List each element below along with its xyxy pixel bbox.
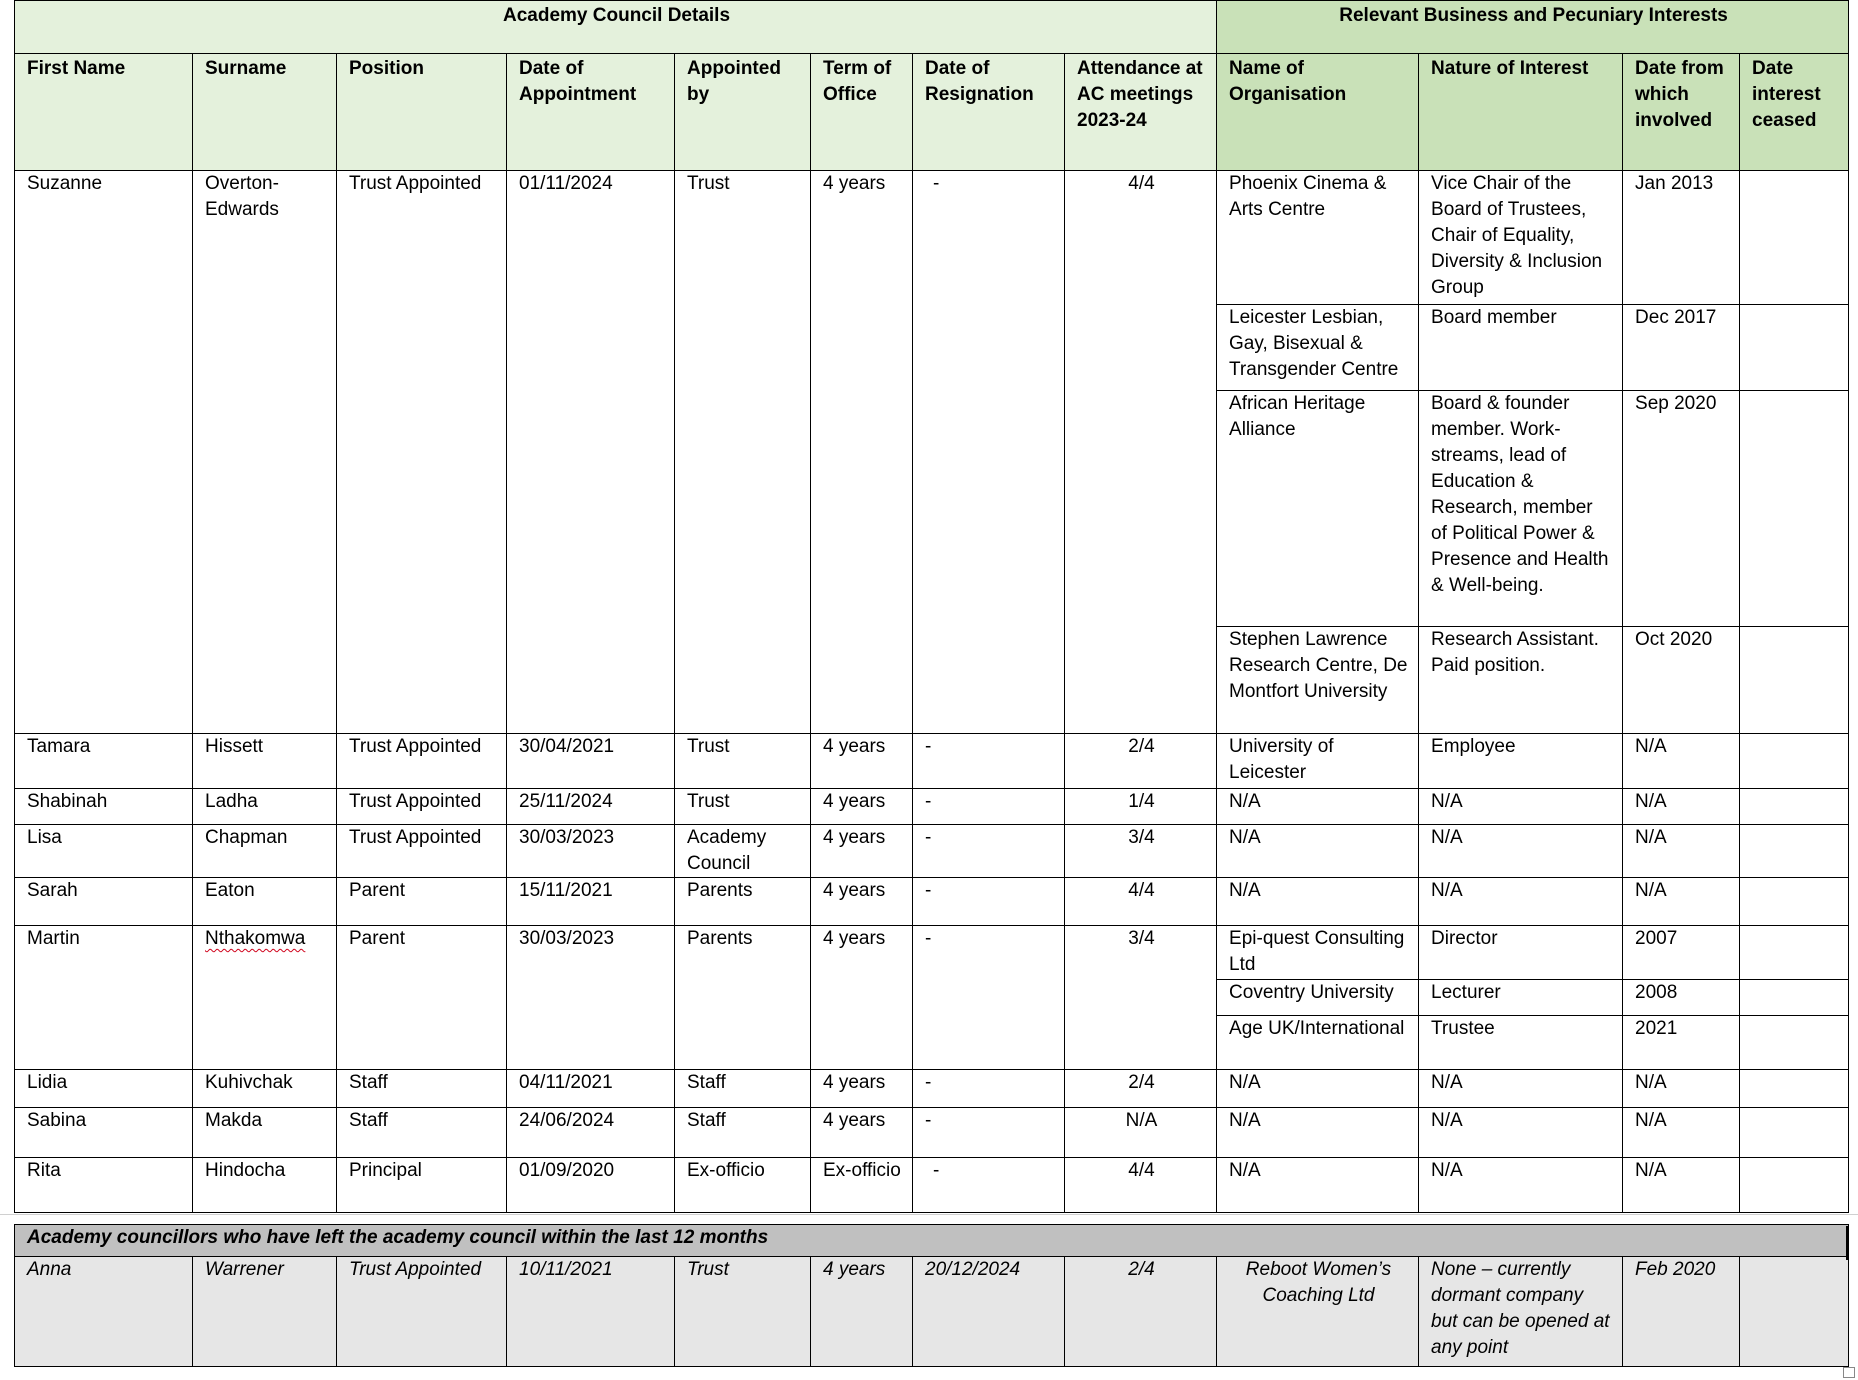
date-ceased-cell bbox=[1740, 1158, 1849, 1213]
surname-cell: Overton-Edwards bbox=[193, 171, 337, 734]
table-row bbox=[15, 926, 1849, 980]
appointed-by-cell: Staff bbox=[675, 1070, 811, 1108]
position-cell: Trust Appointed bbox=[337, 789, 507, 825]
date-from-cell: N/A bbox=[1623, 878, 1740, 926]
date-from-cell: N/A bbox=[1623, 1158, 1740, 1213]
term-cell: 4 years bbox=[811, 926, 913, 1070]
term-cell: 4 years bbox=[811, 1070, 913, 1108]
first-name-cell: Sarah bbox=[15, 878, 193, 926]
page-separator bbox=[0, 1214, 1858, 1215]
date-ceased-cell bbox=[1740, 305, 1849, 391]
organisation-cell: Reboot Women’s Coaching Ltd bbox=[1217, 1257, 1419, 1367]
resignation-cell: - bbox=[913, 1070, 1065, 1108]
resignation-cell: 20/12/2024 bbox=[913, 1257, 1065, 1367]
date-ceased-cell bbox=[1740, 789, 1849, 825]
term-cell: 4 years bbox=[811, 825, 913, 878]
col-header-appointed-by: Appointed by bbox=[675, 54, 811, 171]
col-header-date-from: Date from which involved bbox=[1623, 54, 1740, 171]
first-name-cell: Martin bbox=[15, 926, 193, 1070]
table-row bbox=[15, 878, 1849, 926]
date-from-cell: 2021 bbox=[1623, 1016, 1740, 1070]
organisation-cell: Age UK/International bbox=[1217, 1016, 1419, 1070]
section-title-council: Academy Council Details bbox=[15, 1, 1217, 54]
table-resize-handle[interactable] bbox=[1843, 1367, 1855, 1378]
nature-cell: Vice Chair of the Board of Trustees, Chair of Equality, Diversity & Inclusion Group bbox=[1419, 171, 1623, 305]
first-name-cell: Suzanne bbox=[15, 171, 193, 734]
date-from-cell: N/A bbox=[1623, 789, 1740, 825]
first-name-cell: Rita bbox=[15, 1158, 193, 1213]
nature-cell: N/A bbox=[1419, 1070, 1623, 1108]
attendance-cell: 4/4 bbox=[1065, 878, 1217, 926]
nature-cell: Employee bbox=[1419, 734, 1623, 789]
col-header-term: Term of Office bbox=[811, 54, 913, 171]
surname-text: Nthakomwa bbox=[205, 928, 306, 949]
council-table bbox=[14, 0, 1849, 1213]
date-ceased-cell bbox=[1740, 391, 1849, 627]
appointed-by-cell: Academy Council bbox=[675, 825, 811, 878]
term-cell: 4 years bbox=[811, 878, 913, 926]
appointment-date-cell: 01/09/2020 bbox=[507, 1158, 675, 1213]
col-header-attendance: Attendance at AC meetings 2023-24 bbox=[1065, 54, 1217, 171]
date-from-cell: N/A bbox=[1623, 734, 1740, 789]
date-from-cell: N/A bbox=[1623, 1108, 1740, 1158]
appointed-by-cell: Staff bbox=[675, 1108, 811, 1158]
attendance-cell: N/A bbox=[1065, 1108, 1217, 1158]
table-row bbox=[15, 1108, 1849, 1158]
appointment-date-cell: 30/03/2023 bbox=[507, 926, 675, 1070]
nature-cell: N/A bbox=[1419, 825, 1623, 878]
appointment-date-cell: 15/11/2021 bbox=[507, 878, 675, 926]
table-row bbox=[15, 171, 1849, 305]
date-from-cell: 2008 bbox=[1623, 980, 1740, 1016]
surname-cell bbox=[193, 926, 337, 1070]
date-from-cell: Sep 2020 bbox=[1623, 391, 1740, 627]
col-header-position: Position bbox=[337, 54, 507, 171]
organisation-cell: Epi-quest Consulting Ltd bbox=[1217, 926, 1419, 980]
date-ceased-cell bbox=[1740, 627, 1849, 734]
appointment-date-cell: 24/06/2024 bbox=[507, 1108, 675, 1158]
term-cell: 4 years bbox=[811, 1108, 913, 1158]
nature-cell: Lecturer bbox=[1419, 980, 1623, 1016]
table-row bbox=[15, 734, 1849, 789]
left-section-title-row bbox=[15, 1225, 1849, 1257]
appointed-by-cell: Trust bbox=[675, 789, 811, 825]
organisation-cell: Stephen Lawrence Research Centre, De Montfort University bbox=[1217, 627, 1419, 734]
date-ceased-cell bbox=[1740, 1257, 1849, 1367]
appointed-by-cell: Trust bbox=[675, 734, 811, 789]
organisation-cell: N/A bbox=[1217, 1158, 1419, 1213]
date-ceased-cell bbox=[1740, 1070, 1849, 1108]
nature-cell: N/A bbox=[1419, 1158, 1623, 1213]
left-councillors-table bbox=[14, 1224, 1849, 1367]
section-title-interests: Relevant Business and Pecuniary Interests bbox=[1217, 1, 1849, 54]
column-header-row bbox=[15, 54, 1849, 171]
col-header-resignation: Date of Resignation bbox=[913, 54, 1065, 171]
resignation-cell: - bbox=[913, 878, 1065, 926]
date-from-cell: Dec 2017 bbox=[1623, 305, 1740, 391]
term-cell: 4 years bbox=[811, 1257, 913, 1367]
organisation-cell: University of Leicester bbox=[1217, 734, 1419, 789]
appointed-by-cell: Parents bbox=[675, 926, 811, 1070]
first-name-cell: Tamara bbox=[15, 734, 193, 789]
date-ceased-cell bbox=[1740, 926, 1849, 980]
appointed-by-cell: Trust bbox=[675, 1257, 811, 1367]
term-cell: 4 years bbox=[811, 789, 913, 825]
position-cell: Staff bbox=[337, 1070, 507, 1108]
left-section-title: Academy councillors who have left the academy council within the last 12 months bbox=[15, 1225, 1849, 1257]
attendance-cell: 3/4 bbox=[1065, 926, 1217, 1070]
attendance-cell: 4/4 bbox=[1065, 1158, 1217, 1213]
position-cell: Trust Appointed bbox=[337, 825, 507, 878]
first-name-cell: Lidia bbox=[15, 1070, 193, 1108]
appointed-by-cell: Ex-officio bbox=[675, 1158, 811, 1213]
date-from-cell: Feb 2020 bbox=[1623, 1257, 1740, 1367]
first-name-cell: Shabinah bbox=[15, 789, 193, 825]
date-from-cell: 2007 bbox=[1623, 926, 1740, 980]
appointment-date-cell: 01/11/2024 bbox=[507, 171, 675, 734]
organisation-cell: Phoenix Cinema & Arts Centre bbox=[1217, 171, 1419, 305]
organisation-cell: N/A bbox=[1217, 789, 1419, 825]
position-cell: Principal bbox=[337, 1158, 507, 1213]
date-from-cell: N/A bbox=[1623, 825, 1740, 878]
surname-cell: Eaton bbox=[193, 878, 337, 926]
table-edge-marker bbox=[1846, 1226, 1848, 1260]
resignation-cell: - bbox=[913, 789, 1065, 825]
resignation-cell: - bbox=[913, 825, 1065, 878]
nature-cell: N/A bbox=[1419, 789, 1623, 825]
nature-cell: Board member bbox=[1419, 305, 1623, 391]
position-cell: Staff bbox=[337, 1108, 507, 1158]
position-cell: Trust Appointed bbox=[337, 734, 507, 789]
date-ceased-cell bbox=[1740, 171, 1849, 305]
surname-cell: Kuhivchak bbox=[193, 1070, 337, 1108]
organisation-cell: African Heritage Alliance bbox=[1217, 391, 1419, 627]
date-ceased-cell bbox=[1740, 1108, 1849, 1158]
date-from-cell: Oct 2020 bbox=[1623, 627, 1740, 734]
col-header-first-name: First Name bbox=[15, 54, 193, 171]
resignation-cell: - bbox=[913, 1108, 1065, 1158]
date-ceased-cell bbox=[1740, 980, 1849, 1016]
position-cell: Trust Appointed bbox=[337, 171, 507, 734]
position-cell: Parent bbox=[337, 878, 507, 926]
surname-cell: Makda bbox=[193, 1108, 337, 1158]
nature-cell: N/A bbox=[1419, 878, 1623, 926]
date-from-cell: Jan 2013 bbox=[1623, 171, 1740, 305]
nature-cell: Director bbox=[1419, 926, 1623, 980]
surname-cell: Hindocha bbox=[193, 1158, 337, 1213]
resignation-cell: - bbox=[913, 734, 1065, 789]
first-name-cell: Anna bbox=[15, 1257, 193, 1367]
term-cell: 4 years bbox=[811, 734, 913, 789]
appointed-by-cell: Parents bbox=[675, 878, 811, 926]
resignation-cell: - bbox=[913, 926, 1065, 1070]
date-from-cell: N/A bbox=[1623, 1070, 1740, 1108]
col-header-surname: Surname bbox=[193, 54, 337, 171]
date-ceased-cell bbox=[1740, 734, 1849, 789]
surname-cell: Hissett bbox=[193, 734, 337, 789]
attendance-cell: 2/4 bbox=[1065, 734, 1217, 789]
nature-cell: Board & founder member. Work-streams, lead of Education & Research, member of Political Power & Presence and Health & Well-being. bbox=[1419, 391, 1623, 627]
position-cell: Parent bbox=[337, 926, 507, 1070]
attendance-cell: 2/4 bbox=[1065, 1257, 1217, 1367]
appointment-date-cell: 30/03/2023 bbox=[507, 825, 675, 878]
organisation-cell: N/A bbox=[1217, 1108, 1419, 1158]
appointment-date-cell: 30/04/2021 bbox=[507, 734, 675, 789]
organisation-cell: Coventry University bbox=[1217, 980, 1419, 1016]
attendance-cell: 3/4 bbox=[1065, 825, 1217, 878]
appointment-date-cell: 04/11/2021 bbox=[507, 1070, 675, 1108]
table-row bbox=[15, 825, 1849, 878]
col-header-organisation: Name of Organisation bbox=[1217, 54, 1419, 171]
surname-cell: Warrener bbox=[193, 1257, 337, 1367]
attendance-cell: 4/4 bbox=[1065, 171, 1217, 734]
organisation-cell: N/A bbox=[1217, 878, 1419, 926]
resignation-cell: - bbox=[913, 1158, 1065, 1213]
organisation-cell: N/A bbox=[1217, 1070, 1419, 1108]
section-header-row bbox=[15, 1, 1849, 54]
nature-cell: None – currently dormant company but can be opened at any point bbox=[1419, 1257, 1623, 1367]
resignation-cell: - bbox=[913, 171, 1065, 734]
date-ceased-cell bbox=[1740, 878, 1849, 926]
appointment-date-cell: 10/11/2021 bbox=[507, 1257, 675, 1367]
first-name-cell: Lisa bbox=[15, 825, 193, 878]
date-ceased-cell bbox=[1740, 1016, 1849, 1070]
surname-cell: Chapman bbox=[193, 825, 337, 878]
appointment-date-cell: 25/11/2024 bbox=[507, 789, 675, 825]
attendance-cell: 2/4 bbox=[1065, 1070, 1217, 1108]
table-row bbox=[15, 1070, 1849, 1108]
col-header-date-ceased: Date interest ceased bbox=[1740, 54, 1849, 171]
organisation-cell: Leicester Lesbian, Gay, Bisexual & Transgender Centre bbox=[1217, 305, 1419, 391]
col-header-date-appointment: Date of Appointment bbox=[507, 54, 675, 171]
position-cell: Trust Appointed bbox=[337, 1257, 507, 1367]
table-row bbox=[15, 1257, 1849, 1367]
nature-cell: Trustee bbox=[1419, 1016, 1623, 1070]
nature-cell: Research Assistant. Paid position. bbox=[1419, 627, 1623, 734]
term-cell: Ex-officio bbox=[811, 1158, 913, 1213]
first-name-cell: Sabina bbox=[15, 1108, 193, 1158]
nature-cell: N/A bbox=[1419, 1108, 1623, 1158]
term-cell: 4 years bbox=[811, 171, 913, 734]
surname-cell: Ladha bbox=[193, 789, 337, 825]
date-ceased-cell bbox=[1740, 825, 1849, 878]
attendance-cell: 1/4 bbox=[1065, 789, 1217, 825]
table-row bbox=[15, 789, 1849, 825]
organisation-cell: N/A bbox=[1217, 825, 1419, 878]
col-header-nature: Nature of Interest bbox=[1419, 54, 1623, 171]
appointed-by-cell: Trust bbox=[675, 171, 811, 734]
table-row bbox=[15, 1158, 1849, 1213]
